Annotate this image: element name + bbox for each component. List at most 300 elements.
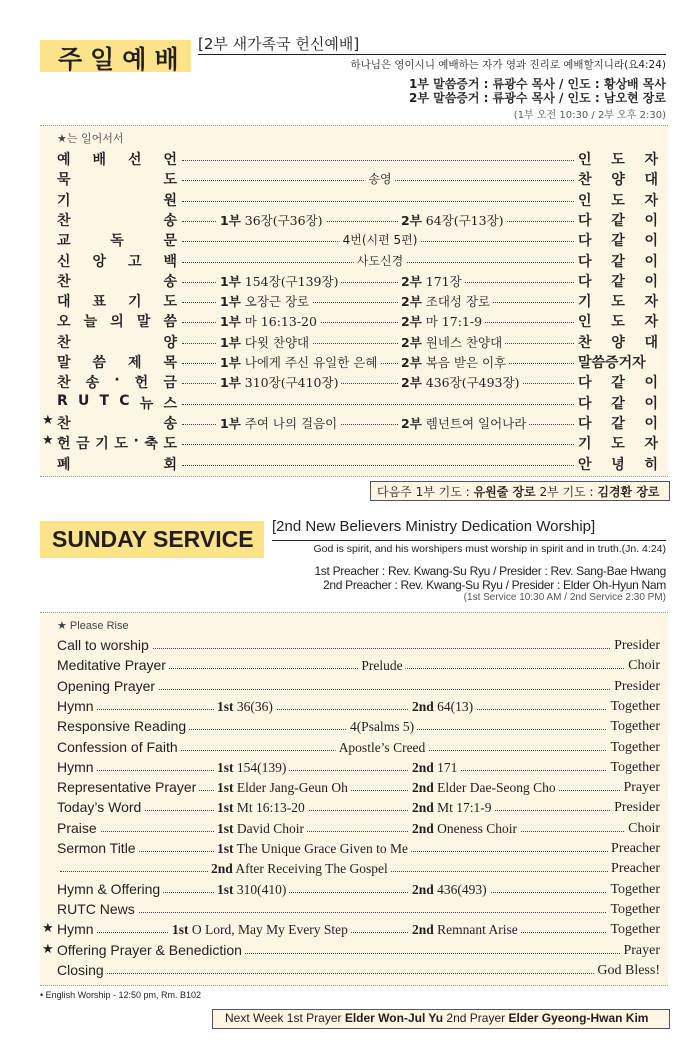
- order-item-label-char: 기: [127, 294, 142, 310]
- korean-next-week-prefix: 다음주 1부 기도 :: [377, 485, 474, 499]
- second-service-tag: 2부: [401, 213, 422, 228]
- order-item-responsible-char: 이: [644, 396, 658, 412]
- order-item-responsible: [578, 393, 658, 413]
- order-item-responsible: [578, 210, 658, 230]
- order-item-responsible: [578, 433, 658, 453]
- order-item-detail: 4번(시편 5편): [340, 231, 421, 248]
- order-item-responsible-char: 양: [611, 335, 625, 351]
- second-service-text: 64장(구13장): [421, 213, 504, 228]
- english-order-row: [0, 739, 700, 758]
- first-service-tag: 1부: [220, 416, 241, 431]
- dotted-leader: [60, 770, 660, 771]
- first-service-text: O Lord, May My Every Step: [188, 922, 348, 937]
- order-item-label-char: 대: [57, 294, 71, 310]
- order-item-responsible-char: 다: [578, 396, 592, 412]
- order-item-label-char: 찬: [57, 213, 71, 229]
- order-item-responsible-char: 인: [578, 152, 592, 168]
- order-item-responsible-char: 같: [611, 375, 625, 391]
- order-item-responsible-char: 자: [644, 152, 658, 168]
- second-service-text: Remnant Arise: [433, 922, 518, 937]
- english-order-row: [0, 860, 700, 879]
- english-order-row: [0, 779, 700, 798]
- english-order-row: [0, 942, 700, 961]
- second-service-detail: [398, 272, 465, 290]
- second-service-detail: [398, 211, 507, 229]
- order-item-label-char: 뉴: [139, 396, 154, 412]
- first-service-text: Elder Jang-Geun Oh: [233, 780, 348, 795]
- order-item-responsible-char: 대: [644, 172, 658, 188]
- second-service-detail: [409, 922, 521, 938]
- order-item-responsible-char: 이: [644, 274, 658, 290]
- dotted-leader: [182, 465, 574, 466]
- english-next-week-prefix: Next Week 1st Prayer: [225, 1011, 345, 1025]
- korean-verse: 하나님은 영이시니 예배하는 자가 영과 진리로 예배할지니라(요4:24): [350, 59, 666, 71]
- order-item-label-char: C: [119, 393, 130, 409]
- first-service-text: David Choir: [233, 821, 304, 836]
- order-item-label: [57, 271, 177, 291]
- order-item-label-char: R: [57, 393, 68, 409]
- first-service-detail: [217, 333, 312, 351]
- english-next-week-p1: Elder Won-Jul Yu: [344, 1011, 444, 1025]
- second-service-detail: [398, 414, 529, 432]
- order-item-detail: Prelude: [358, 658, 405, 674]
- order-item-label-char: 도: [163, 294, 177, 310]
- dotted-leader: [182, 201, 574, 202]
- order-item-label: Hymn: [57, 759, 97, 775]
- second-service-detail: [409, 800, 495, 816]
- order-item-label-char: 도: [114, 436, 128, 452]
- english-order-row: [0, 901, 700, 920]
- order-item-responsible-char: 양: [611, 172, 625, 188]
- order-item-responsible-char: 말씀증거자: [578, 355, 646, 371]
- dotted-leader: [182, 160, 574, 161]
- english-order-row: [0, 820, 700, 839]
- order-item-label: Call to worship: [57, 637, 152, 653]
- korean-order-row: [0, 230, 700, 249]
- order-item-label: [57, 413, 177, 433]
- order-item-label: [57, 352, 177, 372]
- order-item-detail: 사도신경: [354, 252, 406, 269]
- order-item-responsible-char: 다: [578, 375, 592, 391]
- first-service-detail: [214, 882, 289, 898]
- first-service-text: 310(410): [233, 882, 287, 897]
- first-service-text: After Receiving The Gospel: [232, 861, 388, 876]
- second-service-text: Elder Dae-Seong Cho: [433, 780, 556, 795]
- english-order-row: [0, 962, 700, 981]
- second-service-tag: 2nd: [412, 699, 434, 714]
- order-item-label: [57, 169, 177, 189]
- first-service-tag: 1st: [217, 821, 234, 836]
- order-item-responsible-char: 자: [644, 193, 658, 209]
- first-service-tag: 1st: [172, 922, 189, 937]
- second-service-tag: 2부: [401, 375, 422, 390]
- stand-star-icon: ★: [42, 413, 54, 428]
- order-item-responsible-char: 같: [611, 416, 625, 432]
- second-service-tag: 2부: [401, 314, 422, 329]
- order-item-responsible-char: 기: [578, 294, 592, 310]
- first-service-tag: 1st: [217, 699, 234, 714]
- order-item-label-char: ·: [114, 372, 120, 388]
- order-item-responsible-char: 다: [578, 213, 592, 229]
- second-service-tag: 2부: [401, 355, 422, 370]
- first-service-tag: 1st: [217, 760, 234, 775]
- order-item-responsible-char: 이: [644, 375, 658, 391]
- order-item-label-char: 언: [163, 152, 177, 168]
- order-item-label-char: 오: [57, 314, 71, 330]
- order-item-responsible: God Bless!: [594, 963, 660, 979]
- order-item-label-char: 목: [163, 355, 177, 371]
- order-item-responsible: [578, 311, 658, 331]
- dotted-leader: [60, 831, 660, 832]
- english-order-row: [0, 637, 700, 656]
- order-item-responsible: Prayer: [620, 780, 660, 796]
- order-item-label: Offering Prayer & Benediction: [57, 942, 245, 958]
- korean-subtitle: [2부 새가족국 헌신예배]: [198, 35, 360, 53]
- second-service-text: 436장(구493장): [421, 375, 520, 390]
- korean-order-row: [0, 413, 700, 432]
- order-item-label-char: 의: [110, 314, 124, 330]
- second-service-detail: [409, 760, 460, 776]
- order-item-responsible-char: 이: [644, 213, 658, 229]
- order-item-responsible: [578, 332, 658, 352]
- order-item-label-char: 찬: [57, 274, 71, 290]
- order-item-responsible: Preacher: [608, 861, 660, 877]
- english-subtitle: [2nd New Believers Ministry Dedication Worship]: [272, 518, 596, 535]
- english-order-row: [0, 698, 700, 717]
- first-service-tag: 2nd: [211, 861, 233, 876]
- order-item-label-char: 양: [163, 335, 177, 351]
- first-service-detail: [217, 292, 312, 310]
- korean-order-row: [0, 251, 700, 270]
- order-item-responsible-char: 대: [644, 335, 658, 351]
- order-item-responsible: Together: [607, 902, 660, 918]
- second-service-text: 마 17:1-9: [421, 314, 483, 329]
- english-order-row: [0, 799, 700, 818]
- order-item-responsible: [578, 413, 658, 433]
- order-item-label-char: 선: [127, 152, 142, 168]
- first-service-text: 154장(구139장): [240, 274, 339, 289]
- second-service-text: 원네스 찬양대: [421, 335, 503, 350]
- order-item-label-char: 송: [163, 213, 177, 229]
- order-item-label-char: 헌: [57, 436, 71, 452]
- dotted-leader: [60, 912, 660, 913]
- korean-order-row: [0, 190, 700, 209]
- first-service-text: Mt 16:13-20: [233, 800, 305, 815]
- order-item-label-char: U: [77, 393, 90, 409]
- dotted-leader: [60, 810, 660, 811]
- korean-order-row: [0, 332, 700, 351]
- first-service-text: 나에게 주신 유일한 은혜: [240, 355, 378, 370]
- order-item-responsible-char: 안: [578, 457, 592, 473]
- english-order-row: [0, 759, 700, 778]
- dotted-leader: [60, 973, 660, 974]
- order-item-responsible-char: 같: [611, 274, 625, 290]
- order-item-responsible: [578, 169, 658, 189]
- order-item-responsible-char: 도: [611, 294, 625, 310]
- english-order-row: [0, 657, 700, 676]
- english-preacher-2: 2nd Preacher : Rev. Kwang-Su Ryu / Presider : Elder Oh-Hyun Nam: [322, 578, 666, 592]
- order-item-responsible-char: 찬: [578, 335, 592, 351]
- second-service-tag: 2nd: [412, 882, 434, 897]
- order-item-detail: Apostle’s Creed: [336, 740, 429, 756]
- first-service-tag: 1st: [217, 800, 234, 815]
- second-service-tag: 2nd: [412, 760, 434, 775]
- korean-next-week-p1: 유원줄 장로: [473, 485, 536, 499]
- korean-service-times: (1부 오전 10:30 / 2부 오후 2:30): [513, 110, 666, 121]
- order-item-label-char: 신: [57, 254, 71, 270]
- dotted-leader: [182, 404, 574, 405]
- english-order-row: [0, 881, 700, 900]
- order-item-responsible-char: 도: [611, 152, 625, 168]
- order-item-responsible: Choir: [625, 658, 660, 674]
- first-service-text: 마 16:13-20: [240, 314, 317, 329]
- first-service-text: 310장(구410장): [240, 375, 339, 390]
- order-item-label-char: 도: [163, 436, 177, 452]
- second-service-detail: [398, 312, 485, 330]
- english-footnote: • English Worship - 12:50 pm, Rm. B102: [40, 990, 202, 1000]
- order-item-label-char: 스: [163, 396, 177, 412]
- korean-order-row: [0, 433, 700, 452]
- first-service-detail: [217, 373, 341, 391]
- order-item-responsible: Presider: [611, 638, 660, 654]
- order-item-responsible: [578, 454, 658, 474]
- second-service-tag: 2nd: [412, 780, 434, 795]
- order-item-responsible: [578, 230, 658, 250]
- stand-star-icon: ★: [42, 921, 54, 936]
- english-next-week-box: [212, 1009, 670, 1029]
- order-item-label-char: 도: [163, 172, 177, 188]
- order-item-responsible: Together: [607, 719, 660, 735]
- order-item-label: Representative Prayer: [57, 779, 199, 795]
- order-item-responsible: Together: [607, 922, 660, 938]
- first-service-detail: [169, 922, 351, 938]
- english-order-row: [0, 678, 700, 697]
- first-service-detail: [214, 780, 351, 796]
- order-item-responsible: Presider: [611, 800, 660, 816]
- first-service-detail: [208, 861, 391, 877]
- order-item-label-char: 앙: [92, 254, 107, 270]
- first-service-tag: 1st: [217, 882, 234, 897]
- order-item-responsible: Choir: [625, 821, 660, 837]
- order-item-label-char: T: [99, 393, 110, 409]
- order-item-label-char: 기: [95, 436, 109, 452]
- first-service-detail: [217, 312, 320, 330]
- order-item-label-char: 말: [136, 314, 151, 330]
- order-item-label-char: 송: [163, 274, 177, 290]
- order-item-responsible-char: 같: [611, 254, 625, 270]
- order-item-label-char: 예: [57, 152, 71, 168]
- english-order-row: [0, 718, 700, 737]
- second-service-tag: 2부: [401, 274, 422, 289]
- order-item-responsible-char: 인: [578, 314, 592, 330]
- order-item-label-char: 금: [76, 436, 90, 452]
- second-service-text: Oneness Choir: [433, 821, 518, 836]
- first-service-detail: [214, 800, 308, 816]
- second-service-detail: [398, 373, 522, 391]
- first-service-text: 36(36): [233, 699, 273, 714]
- second-service-detail: [398, 353, 509, 371]
- order-item-label-char: 헌: [134, 375, 149, 391]
- second-service-detail: [409, 699, 476, 715]
- korean-order-row: [0, 210, 700, 229]
- second-service-tag: 2nd: [412, 800, 434, 815]
- order-item-responsible-char: 도: [611, 314, 625, 330]
- order-item-responsible-char: 자: [644, 314, 658, 330]
- order-item-responsible: Together: [607, 699, 660, 715]
- order-item-responsible: Presider: [611, 679, 660, 695]
- second-service-tag: 2부: [401, 335, 422, 350]
- first-service-text: 154(139): [233, 760, 287, 775]
- english-stand-note: ★ Please Rise: [57, 620, 129, 632]
- korean-order-row: [0, 149, 700, 168]
- order-item-responsible: Together: [607, 882, 660, 898]
- english-order-row: [0, 840, 700, 859]
- order-item-responsible: [578, 372, 658, 392]
- order-item-label-char: 금: [163, 375, 177, 391]
- order-item-label-char: 기: [57, 193, 71, 209]
- order-item-responsible-char: 다: [578, 416, 592, 432]
- first-service-text: 주여 나의 걸음이: [240, 416, 338, 431]
- first-service-tag: 1부: [220, 314, 241, 329]
- first-service-tag: 1부: [220, 335, 241, 350]
- order-item-label: Opening Prayer: [57, 678, 158, 694]
- order-item-responsible-char: 다: [578, 233, 592, 249]
- first-service-tag: 1st: [217, 841, 234, 856]
- order-item-responsible-char: 기: [578, 436, 592, 452]
- second-service-text: 복음 받은 이후: [421, 355, 507, 370]
- order-item-label-char: 표: [92, 294, 107, 310]
- first-service-tag: 1부: [220, 355, 241, 370]
- order-item-responsible: Together: [607, 740, 660, 756]
- english-title: SUNDAY SERVICE: [52, 526, 254, 552]
- first-service-detail: [214, 760, 289, 776]
- order-item-responsible-char: 다: [578, 274, 592, 290]
- english-next-week-p2: Elder Gyeong-Hwan Kim: [508, 1011, 649, 1025]
- order-item-label-char: 제: [127, 355, 142, 371]
- order-item-responsible-char: 도: [611, 436, 625, 452]
- korean-order-row: [0, 311, 700, 330]
- second-service-text: 조대성 장로: [421, 294, 491, 309]
- order-item-label: RUTC News: [57, 901, 138, 917]
- stand-star-icon: ★: [42, 942, 54, 957]
- order-item-label-char: 씀: [163, 314, 177, 330]
- order-item-responsible-char: 찬: [578, 172, 592, 188]
- order-item-responsible-char: 같: [611, 233, 625, 249]
- order-item-label: [57, 372, 177, 392]
- order-item-label-char: 늘: [83, 314, 98, 330]
- first-service-detail: [214, 699, 276, 715]
- order-item-detail: 4(Psalms 5): [347, 719, 417, 735]
- korean-order-row: [0, 372, 700, 391]
- first-service-tag: 1부: [220, 294, 241, 309]
- first-service-tag: 1부: [220, 274, 241, 289]
- order-item-label-char: 배: [92, 152, 107, 168]
- second-service-detail: [409, 882, 490, 898]
- order-item-label-char: 찬: [57, 335, 71, 351]
- order-item-responsible: [578, 149, 658, 169]
- order-item-label: Confession of Faith: [57, 739, 181, 755]
- order-item-responsible-char: 이: [644, 254, 658, 270]
- english-title-banner: [40, 521, 264, 558]
- dotted-leader: [60, 932, 660, 933]
- second-service-detail: [398, 333, 505, 351]
- order-item-label-char: ·: [133, 433, 139, 449]
- korean-order-row: [0, 352, 700, 371]
- order-item-responsible-char: 녕: [611, 457, 625, 473]
- order-item-label-char: 교: [57, 233, 71, 249]
- second-service-text: 렘넌트여 일어나라: [421, 416, 527, 431]
- order-item-responsible: Preacher: [608, 841, 660, 857]
- order-item-label: Sermon Title: [57, 840, 139, 856]
- order-item-label-char: 말: [57, 355, 71, 371]
- first-service-detail: [214, 841, 411, 857]
- first-service-tag: 1부: [220, 375, 241, 390]
- order-item-responsible-char: 인: [578, 193, 592, 209]
- order-item-label: [57, 454, 177, 474]
- korean-stand-note: ★는 일어서서: [57, 132, 124, 145]
- order-item-label: Today’s Word: [57, 799, 144, 815]
- order-item-label-char: 찬: [57, 416, 71, 432]
- first-service-text: 오장근 장로: [240, 294, 310, 309]
- korean-order-row: [0, 291, 700, 310]
- order-item-label-char: 원: [163, 193, 177, 209]
- order-item-responsible: [578, 271, 658, 291]
- order-item-label: Meditative Prayer: [57, 657, 169, 673]
- english-preacher-1: 1st Preacher : Rev. Kwang-Su Ryu / Presider : Rev. Sang-Bae Hwang: [314, 564, 666, 578]
- first-service-tag: 1부: [220, 213, 241, 228]
- order-item-label: Praise: [57, 820, 100, 836]
- second-service-tag: 2nd: [412, 821, 434, 836]
- korean-title-banner: [40, 40, 191, 72]
- order-item-responsible-char: 자: [644, 436, 658, 452]
- english-verse: God is spirit, and his worshipers must worship in spirit and in truth.(Jn. 4:24): [313, 543, 666, 555]
- order-item-label: [57, 433, 177, 453]
- first-service-tag: 1st: [217, 780, 234, 795]
- second-service-tag: 2부: [401, 294, 422, 309]
- order-item-responsible-char: 같: [611, 213, 625, 229]
- second-service-detail: [409, 780, 559, 796]
- order-item-responsible: [578, 190, 658, 210]
- order-item-label-char: 송: [163, 416, 177, 432]
- order-item-label-char: 고: [127, 254, 142, 270]
- first-service-detail: [214, 821, 307, 837]
- order-item-label-char: 씀: [92, 355, 107, 371]
- order-item-label: [57, 190, 177, 210]
- second-service-text: 171장: [421, 274, 462, 289]
- korean-order-row: [0, 454, 700, 473]
- second-service-detail: [398, 292, 493, 310]
- korean-preacher-1: 1부 말씀증거 : 류광수 목사 / 인도 : 황상배 목사: [409, 77, 666, 91]
- order-item-label-char: 폐: [57, 457, 71, 473]
- second-service-text: Mt 17:1-9: [433, 800, 492, 815]
- order-item-detail: 송영: [365, 170, 394, 187]
- order-item-label: [57, 393, 177, 413]
- order-item-responsible-char: 이: [644, 416, 658, 432]
- order-item-label: [57, 251, 177, 271]
- korean-order-row: [0, 393, 700, 412]
- korean-order-row: [0, 271, 700, 290]
- order-item-label: Hymn: [57, 921, 97, 937]
- order-item-label-char: 송: [85, 375, 100, 391]
- order-item-responsible: Together: [607, 760, 660, 776]
- first-service-text: 다윗 찬양대: [240, 335, 310, 350]
- order-item-responsible-char: 히: [644, 457, 658, 473]
- korean-title: 주일예배: [58, 45, 187, 74]
- order-item-label-char: 문: [163, 233, 177, 249]
- first-service-detail: [217, 414, 340, 432]
- english-next-week-mid: 2nd Prayer: [443, 1011, 509, 1025]
- english-service-times: (1st Service 10:30 AM / 2nd Service 2:30 PM): [463, 592, 666, 603]
